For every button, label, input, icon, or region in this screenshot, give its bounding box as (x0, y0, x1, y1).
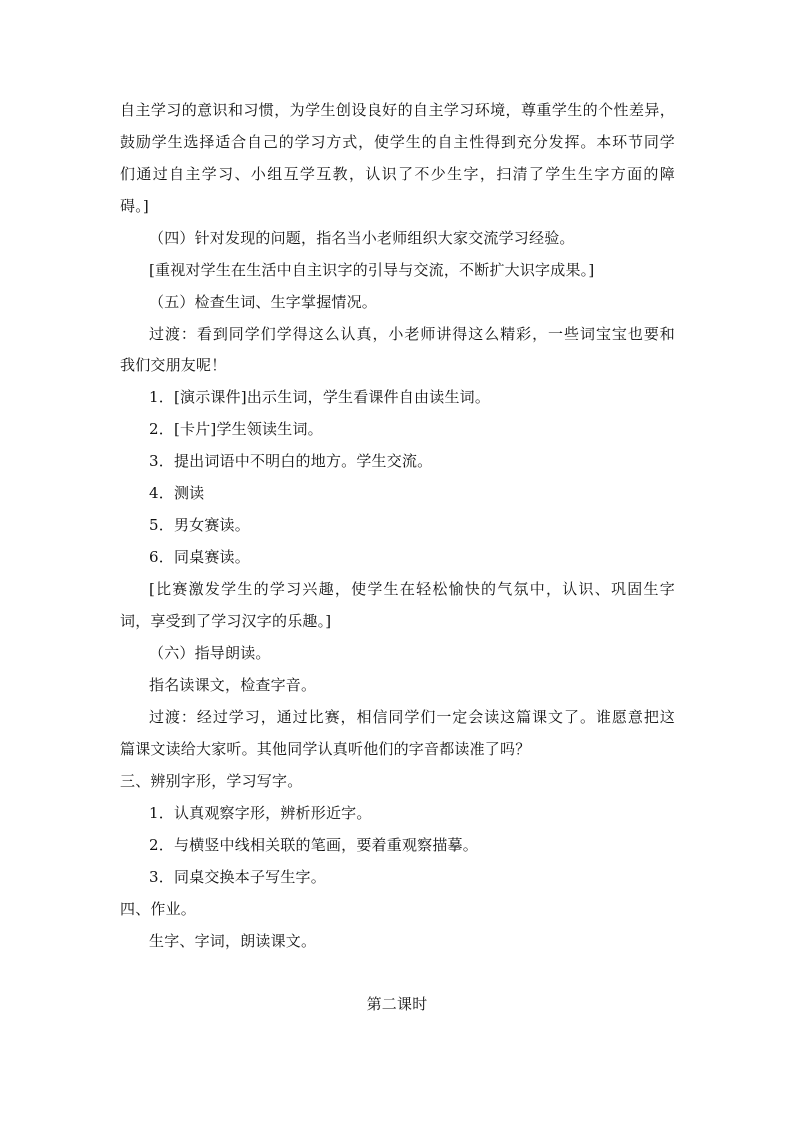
paragraph-line: 自主学习的意识和习惯，为学生创设良好的自主学习环境，尊重学生的个性差异， (120, 101, 675, 119)
annotation-note: [比赛激发学生的学习兴趣，使学生在轻松愉快的气氛中，认识、巩固生字 (149, 580, 675, 598)
paragraph-line: 过渡：经过学习，通过比赛，相信同学们一定会读这篇课文了。谁愿意把这 (149, 708, 675, 726)
list-item: 1．[演示课件]出示生词，学生看课件自由读生词。 (149, 388, 491, 406)
section-heading: 四、作业。 (120, 900, 197, 918)
paragraph-line: 们通过自主学习、小组互学互教，认识了不少生字，扫清了学生生字方面的障 (120, 165, 675, 183)
paragraph-line: 我们交朋友呢！ (120, 356, 227, 374)
annotation-note: 词，享受到了学习汉字的乐趣。] (120, 612, 332, 630)
section-heading: （六）指导朗读。 (149, 644, 271, 662)
list-item: 3．同桌交换本子写生字。 (149, 868, 326, 886)
section-heading: 三、辨别字形，学习写字。 (120, 772, 303, 790)
list-item: 5．男女赛读。 (149, 516, 250, 534)
paragraph-line: 过渡：看到同学们学得这么认真，小老师讲得这么精彩，一些词宝宝也要和 (149, 325, 675, 343)
paragraph-line: 碍。] (120, 197, 149, 215)
paragraph-line: 生字、字词，朗读课文。 (149, 932, 317, 950)
paragraph-line: 指名读课文，检查字音。 (149, 676, 317, 694)
list-item: 4．测读 (149, 484, 205, 502)
list-item: 2．与横竖中线相关联的笔画，要着重观察描摹。 (149, 836, 478, 854)
annotation-note: [重视对学生在生活中自主识字的引导与交流，不断扩大识字成果。] (149, 261, 595, 279)
list-item: 2．[卡片]学生领读生词。 (149, 420, 323, 438)
paragraph-line: 鼓励学生选择适合自己的学习方式，使学生的自主性得到充分发挥。本环节同学 (120, 133, 675, 151)
lesson-title: 第二课时 (366, 995, 428, 1013)
section-heading: （四）针对发现的问题，指名当小老师组织大家交流学习经验。 (149, 229, 575, 247)
paragraph-line: 篇课文读给大家听。其他同学认真听他们的字音都读准了吗？ (120, 740, 531, 758)
section-heading: （五）检查生词、生字掌握情况。 (149, 293, 378, 311)
list-item: 1．认真观察字形，辨析形近字。 (149, 804, 372, 822)
list-item: 3．提出词语中不明白的地方。学生交流。 (149, 452, 433, 470)
list-item: 6．同桌赛读。 (149, 548, 250, 566)
